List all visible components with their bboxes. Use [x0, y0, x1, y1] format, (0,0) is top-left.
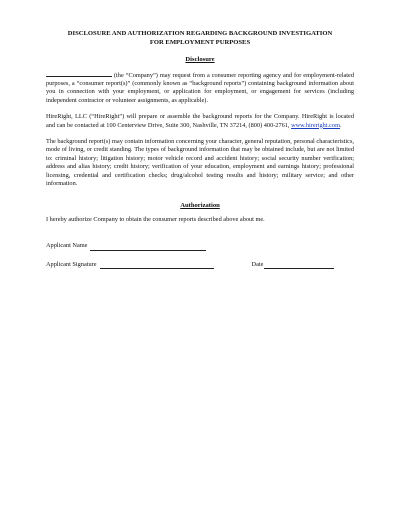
- disclosure-paragraph-1: [46, 70, 354, 106]
- applicant-name-field[interactable]: [90, 244, 206, 251]
- title-line-2: FOR EMPLOYMENT PURPOSES: [149, 38, 251, 46]
- applicant-signature-label: Applicant Signature: [46, 260, 97, 268]
- disclosure-paragraph-2-text: HireRight, LLC (“HireRight”) will prepare or assemble the background reports for the Company. HireRight is located and can be contacted at 100 Centerview Drive, Suite 300, Nashville, TN 37214, (800) 400-2761,: [46, 113, 354, 129]
- date-group: [252, 261, 335, 269]
- date-label: Date: [251, 260, 264, 268]
- date-field[interactable]: [264, 262, 334, 269]
- authorization-paragraph: I hereby authorize Company to obtain the consumer reports described above about me.: [46, 215, 265, 223]
- applicant-name-row: [46, 242, 354, 250]
- disclosure-paragraph-1-text: (the “Company”) may request from a consumer reporting agency and for employment-related purposes, a “consumer report(s)” (commonly known as “background reports”) containing background information about you in connection with your employment, or application for employment, or engagement for services (including independent contractor or volunteer assignments, as applicable).: [46, 71, 354, 104]
- applicant-name-label: Applicant Name: [46, 242, 88, 250]
- disclosure-heading: Disclosure: [185, 56, 215, 64]
- disclosure-paragraph-2-end: .: [339, 121, 342, 129]
- disclosure-paragraph-2: [46, 113, 354, 130]
- applicant-signature-field[interactable]: [100, 262, 214, 269]
- authorization-heading: Authorization: [180, 202, 220, 210]
- company-name-blank[interactable]: [46, 70, 112, 77]
- applicant-signature-row: [46, 261, 354, 269]
- title-line-1: DISCLOSURE AND AUTHORIZATION REGARDING BACKGROUND INVESTIGATION: [67, 30, 333, 37]
- document-title: [46, 30, 354, 47]
- disclosure-paragraph-3: The background report(s) may contain information concerning your character, general reputation, personal characteristics, mode of living, or credit standing. The types of background information that may be obtained include, but are not limited to: criminal history; litigation history; motor vehicle record and accident history; social security number verification; address and alias history; credit history; verification of your education, employment and earnings history; professional licensing, credential and certification checks; drug/alcohol testing results and history; military service; and other information.: [46, 138, 354, 188]
- hireright-link[interactable]: www.hireright.com: [291, 121, 340, 129]
